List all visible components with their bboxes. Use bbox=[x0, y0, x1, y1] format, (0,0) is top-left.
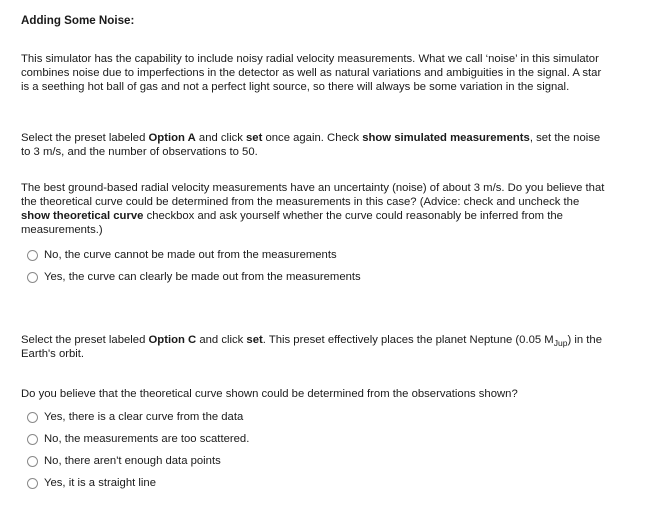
radio-button[interactable] bbox=[27, 250, 38, 261]
option-label[interactable]: Yes, there is a clear curve from the data bbox=[44, 411, 244, 423]
option-label[interactable]: No, the measurements are too scattered. bbox=[44, 433, 250, 445]
question-2-option-not-enough-points[interactable] bbox=[27, 450, 249, 472]
radio-button[interactable] bbox=[27, 456, 38, 467]
text-segment: Select the preset labeled bbox=[21, 132, 149, 144]
set-label: set bbox=[246, 334, 263, 346]
option-label[interactable]: Yes, the curve can clearly be made out from the measurements bbox=[44, 271, 361, 283]
text-segment: and click bbox=[196, 334, 247, 346]
section-heading: Adding Some Noise: bbox=[21, 14, 135, 27]
question-1-option-yes[interactable] bbox=[27, 266, 361, 288]
option-label[interactable]: No, the curve cannot be made out from the measurements bbox=[44, 249, 337, 261]
radio-button[interactable] bbox=[27, 478, 38, 489]
text-segment: The best ground-based radial velocity measurements have an uncertainty (noise) of about 3 m/s. Do you believe that the theoretical curve could be determined from the measurements in this case? (Advice: check and uncheck the bbox=[21, 182, 605, 208]
show-simulated-measurements-label: show simulated measurements bbox=[362, 132, 530, 144]
option-a-label: Option A bbox=[148, 132, 196, 144]
option-c-label: Option C bbox=[148, 334, 197, 346]
text-segment: checkbox and ask yourself whether the curve could reasonably be inferred from the measurements.) bbox=[21, 210, 563, 236]
radio-button[interactable] bbox=[27, 272, 38, 283]
question-2-option-straight-line[interactable] bbox=[27, 472, 249, 494]
text-segment: . This preset effectively places the planet Neptune (0.05 M bbox=[262, 334, 554, 346]
option-a-instructions bbox=[21, 131, 611, 159]
question-2-prompt: Do you believe that the theoretical curve shown could be determined from the observations shown? bbox=[21, 388, 518, 400]
question-2-options bbox=[27, 406, 249, 494]
show-theoretical-curve-label: show theoretical curve bbox=[21, 210, 144, 222]
set-label: set bbox=[246, 132, 263, 144]
question-2-option-too-scattered[interactable] bbox=[27, 428, 249, 450]
text-segment: ) in the Earth's orbit. bbox=[21, 334, 602, 360]
question-2-option-clear-curve[interactable] bbox=[27, 406, 249, 428]
question-1-option-no[interactable] bbox=[27, 244, 361, 266]
jupiter-mass-subscript: Jup bbox=[553, 338, 568, 348]
radio-button[interactable] bbox=[27, 412, 38, 423]
question-1-options bbox=[27, 244, 361, 288]
text-segment: and click bbox=[195, 132, 247, 144]
option-label[interactable]: Yes, it is a straight line bbox=[44, 477, 156, 489]
option-label[interactable]: No, there aren't enough data points bbox=[44, 455, 221, 467]
radio-button[interactable] bbox=[27, 434, 38, 445]
text-segment: , set the noise to 3 m/s, and the number of observations to 50. bbox=[21, 132, 601, 158]
question-1-prompt bbox=[21, 181, 611, 237]
text-segment: Select the preset labeled bbox=[21, 334, 149, 346]
text-segment: once again. Check bbox=[262, 132, 363, 144]
intro-paragraph: This simulator has the capability to include noisy radial velocity measurements. What we call ‘noise’ in this simulator combines noise due to imperfections in the detector as well as natural variations and ambiguities in the signal. A star is a seething hot ball of gas and not a perfect light source, so there will always be some variation in the signal. bbox=[21, 53, 602, 93]
option-c-instructions bbox=[21, 333, 621, 361]
